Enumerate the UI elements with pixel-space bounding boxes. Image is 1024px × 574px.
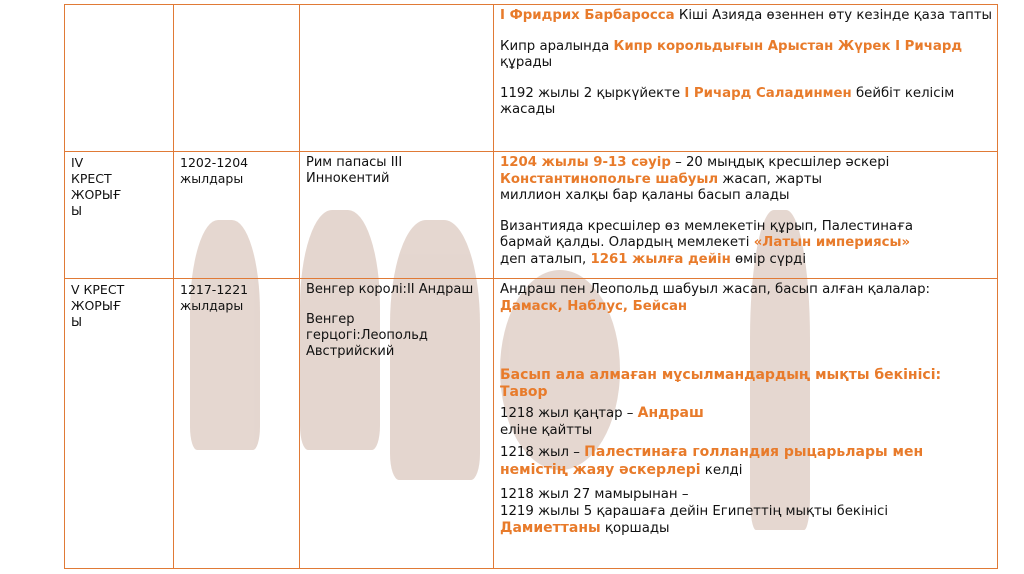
crusade-label: КРЕСТ [71, 171, 112, 186]
event-text: бармай қалды. Олардың мемлекеті «Латын империясы» [500, 235, 911, 250]
years-label: жылдары [180, 298, 244, 313]
crusade-label: Ы [71, 314, 83, 329]
crusade-label: ЖОРЫҒ [71, 298, 122, 313]
event-text: миллион халқы бар қаланы басып алады [500, 188, 790, 203]
cell-leaders [300, 279, 494, 569]
event-text: 1219 жылы 5 қарашаға дейін Египеттің мықты бекінісі [500, 503, 889, 519]
crusade-number: IV [71, 155, 84, 170]
event-text: 1192 жылы 2 қыркүйекте I Ричард Саладинмен бейбіт келісім жасады [500, 85, 955, 117]
event-text: еліне қайтты [500, 422, 593, 438]
event-text: 1204 жылы 9-13 сәуір – 20 мыңдық кресшілер әскері [500, 155, 890, 170]
event-text: Византияда кресшілер өз мемлекетін құрып, Палестинаға [500, 218, 914, 234]
event-text: Дамиеттаны қоршады [500, 520, 670, 536]
cell-years [174, 279, 300, 569]
event-text: немістің жаяу әскерлері келді [500, 461, 743, 478]
table-row [65, 5, 998, 152]
crusade-label: ЖОРЫҒ [71, 187, 122, 202]
event-text: Басып ала алмаған мұсылмандардың мықты бекінісі: [500, 367, 942, 383]
years-label: жылдары [180, 171, 244, 186]
event-text: I Фридрих Барбаросса Кіші Азияда өзеннен өту кезінде қаза тапты [500, 8, 993, 23]
table-row [65, 152, 998, 279]
crusade-label: Ы [71, 203, 83, 218]
cell-years [174, 5, 300, 152]
crusades-table [64, 4, 998, 569]
event-text: деп аталып, 1261 жылға дейін өмір сүрді [500, 251, 807, 267]
leader-text: Венгер [306, 312, 355, 327]
leader-text: Австрийский [306, 344, 395, 359]
event-text: 1218 жыл – Палестинаға голландия рыцарьлары мен [500, 444, 924, 460]
event-text: 1218 жыл 27 мамырынан – [500, 487, 689, 502]
cell-crusade-name [65, 279, 174, 569]
event-text: Дамаск, Наблус, Бейсан [500, 298, 688, 314]
event-text: Кипр аралында Кипр корольдығын Арыстан Жүрек I Ричард құрады [500, 38, 963, 70]
years-range: 1202-1204 [180, 155, 249, 170]
years-range: 1217-1221 [180, 282, 249, 297]
leader-text: Иннокентий [306, 171, 390, 186]
leader-text: Венгер королі:II Андраш [306, 282, 474, 297]
cell-leaders [300, 152, 494, 279]
event-text: 1218 жыл қаңтар – Андраш [500, 405, 704, 421]
cell-crusade-name [65, 152, 174, 279]
leader-text: Рим папасы III [306, 155, 403, 170]
table-row [65, 279, 998, 569]
cell-events [494, 5, 998, 152]
event-text: Константинопольге шабуыл жасап, жарты [500, 171, 822, 187]
cell-events [494, 152, 998, 279]
cell-events [494, 279, 998, 569]
crusade-label: V КРЕСТ [71, 282, 125, 297]
cell-years [174, 152, 300, 279]
cell-crusade-name [65, 5, 174, 152]
cell-leaders [300, 5, 494, 152]
event-text: Андраш пен Леопольд шабуыл жасап, басып алған қалалар: [500, 282, 931, 297]
event-text: Тавор [500, 383, 548, 400]
leader-text: герцогі:Леопольд [306, 328, 428, 343]
